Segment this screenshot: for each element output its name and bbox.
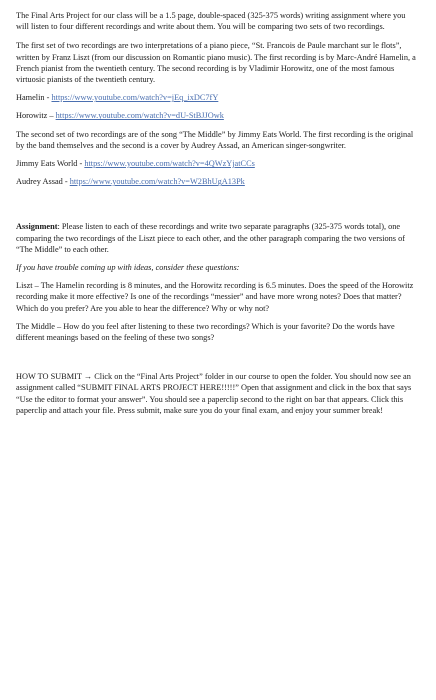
- set2-intro-paragraph: The second set of two recordings are of the song “The Middle” by Jimmy Eats World. The first recording is the original by the band themselves and the second is a cover by Audrey Assad, an American singer-songwriter.: [16, 129, 414, 150]
- jimmy-link[interactable]: https://www.youtube.com/watch?v=4QWzYjatCCs: [84, 159, 255, 169]
- submit-text: Click on the “Final Arts Project” folder in our course to open the folder. You should now see an assignment called “SUBMIT FINAL ARTS PROJECT HERE!!!!!” Open that assignment and click in the box that says “Use the editor to format your answer”. You should see a paperclip second to the right on bar that appears. Click this paperclip and attach your file. Press submit, make sure you do your final exam, and enjoy your summer break!: [16, 372, 412, 415]
- trouble-note: If you have trouble coming up with ideas, consider these questions:: [16, 263, 240, 273]
- hamelin-link-line: [16, 92, 416, 103]
- hamelin-link[interactable]: https://www.youtube.com/watch?v=jEq_ixDC7fY: [51, 93, 219, 103]
- assignment-label: Assignment: [16, 222, 58, 232]
- hamelin-label: Hamelin -: [16, 93, 52, 103]
- audrey-label: Audrey Assad -: [16, 177, 70, 187]
- assignment-paragraph: [16, 221, 416, 255]
- submit-lead: HOW TO SUBMIT: [16, 372, 82, 382]
- horowitz-label: Horowitz –: [16, 111, 56, 121]
- horowitz-link-line: [16, 110, 416, 121]
- jimmy-link-line: [16, 158, 416, 169]
- submit-instructions: [16, 371, 416, 416]
- intro-paragraph: The Final Arts Project for our class will be a 1.5 page, double-spaced (325-375 words) writing assignment where you will listen to four different recordings and write about them. You will be comparing two sets of two recordings.: [16, 11, 406, 32]
- audrey-link[interactable]: https://www.youtube.com/watch?v=W2BhUgA13Pk: [69, 177, 245, 187]
- assignment-text: : Please listen to each of these recordings and write two separate paragraphs (325-375 words total), one comparing the two recordings of the Liszt piece to each other, and the other paragraph comparing the two versions of “The Middle” to each other.: [16, 222, 406, 254]
- jimmy-label: Jimmy Eats World -: [16, 159, 85, 169]
- horowitz-link[interactable]: https://www.youtube.com/watch?v=dU-StBJJOwk: [55, 111, 224, 121]
- liszt-questions: Liszt – The Hamelin recording is 8 minutes, and the Horowitz recording is 6.5 minutes. Does the speed of the Horowitz recording make it more effective? Is one of the recordings “messier” and have more wrong notes? Does that matter? Which do you prefer? Are you able to hear the difference? Why or why not?: [16, 281, 414, 313]
- audrey-link-line: [16, 176, 416, 187]
- set1-intro-paragraph: The first set of two recordings are two interpretations of a piano piece, “St. Francois de Paule marchant sur le flots”, written by Franz Liszt (from our discussion on Romantic piano music). The first recording is by Marc-André Hamelin, a French pianist from the twentieth century. The second recording is by Vladimir Horowitz, one of the most famous virtuosic pianists of the twentieth century.: [16, 41, 416, 85]
- middle-questions: The Middle – How do you feel after listening to these two recordings? Which is your favorite? Do the words have different meanings based on the feeling of these two songs?: [16, 321, 395, 343]
- arrow-right-icon: →: [83, 372, 93, 382]
